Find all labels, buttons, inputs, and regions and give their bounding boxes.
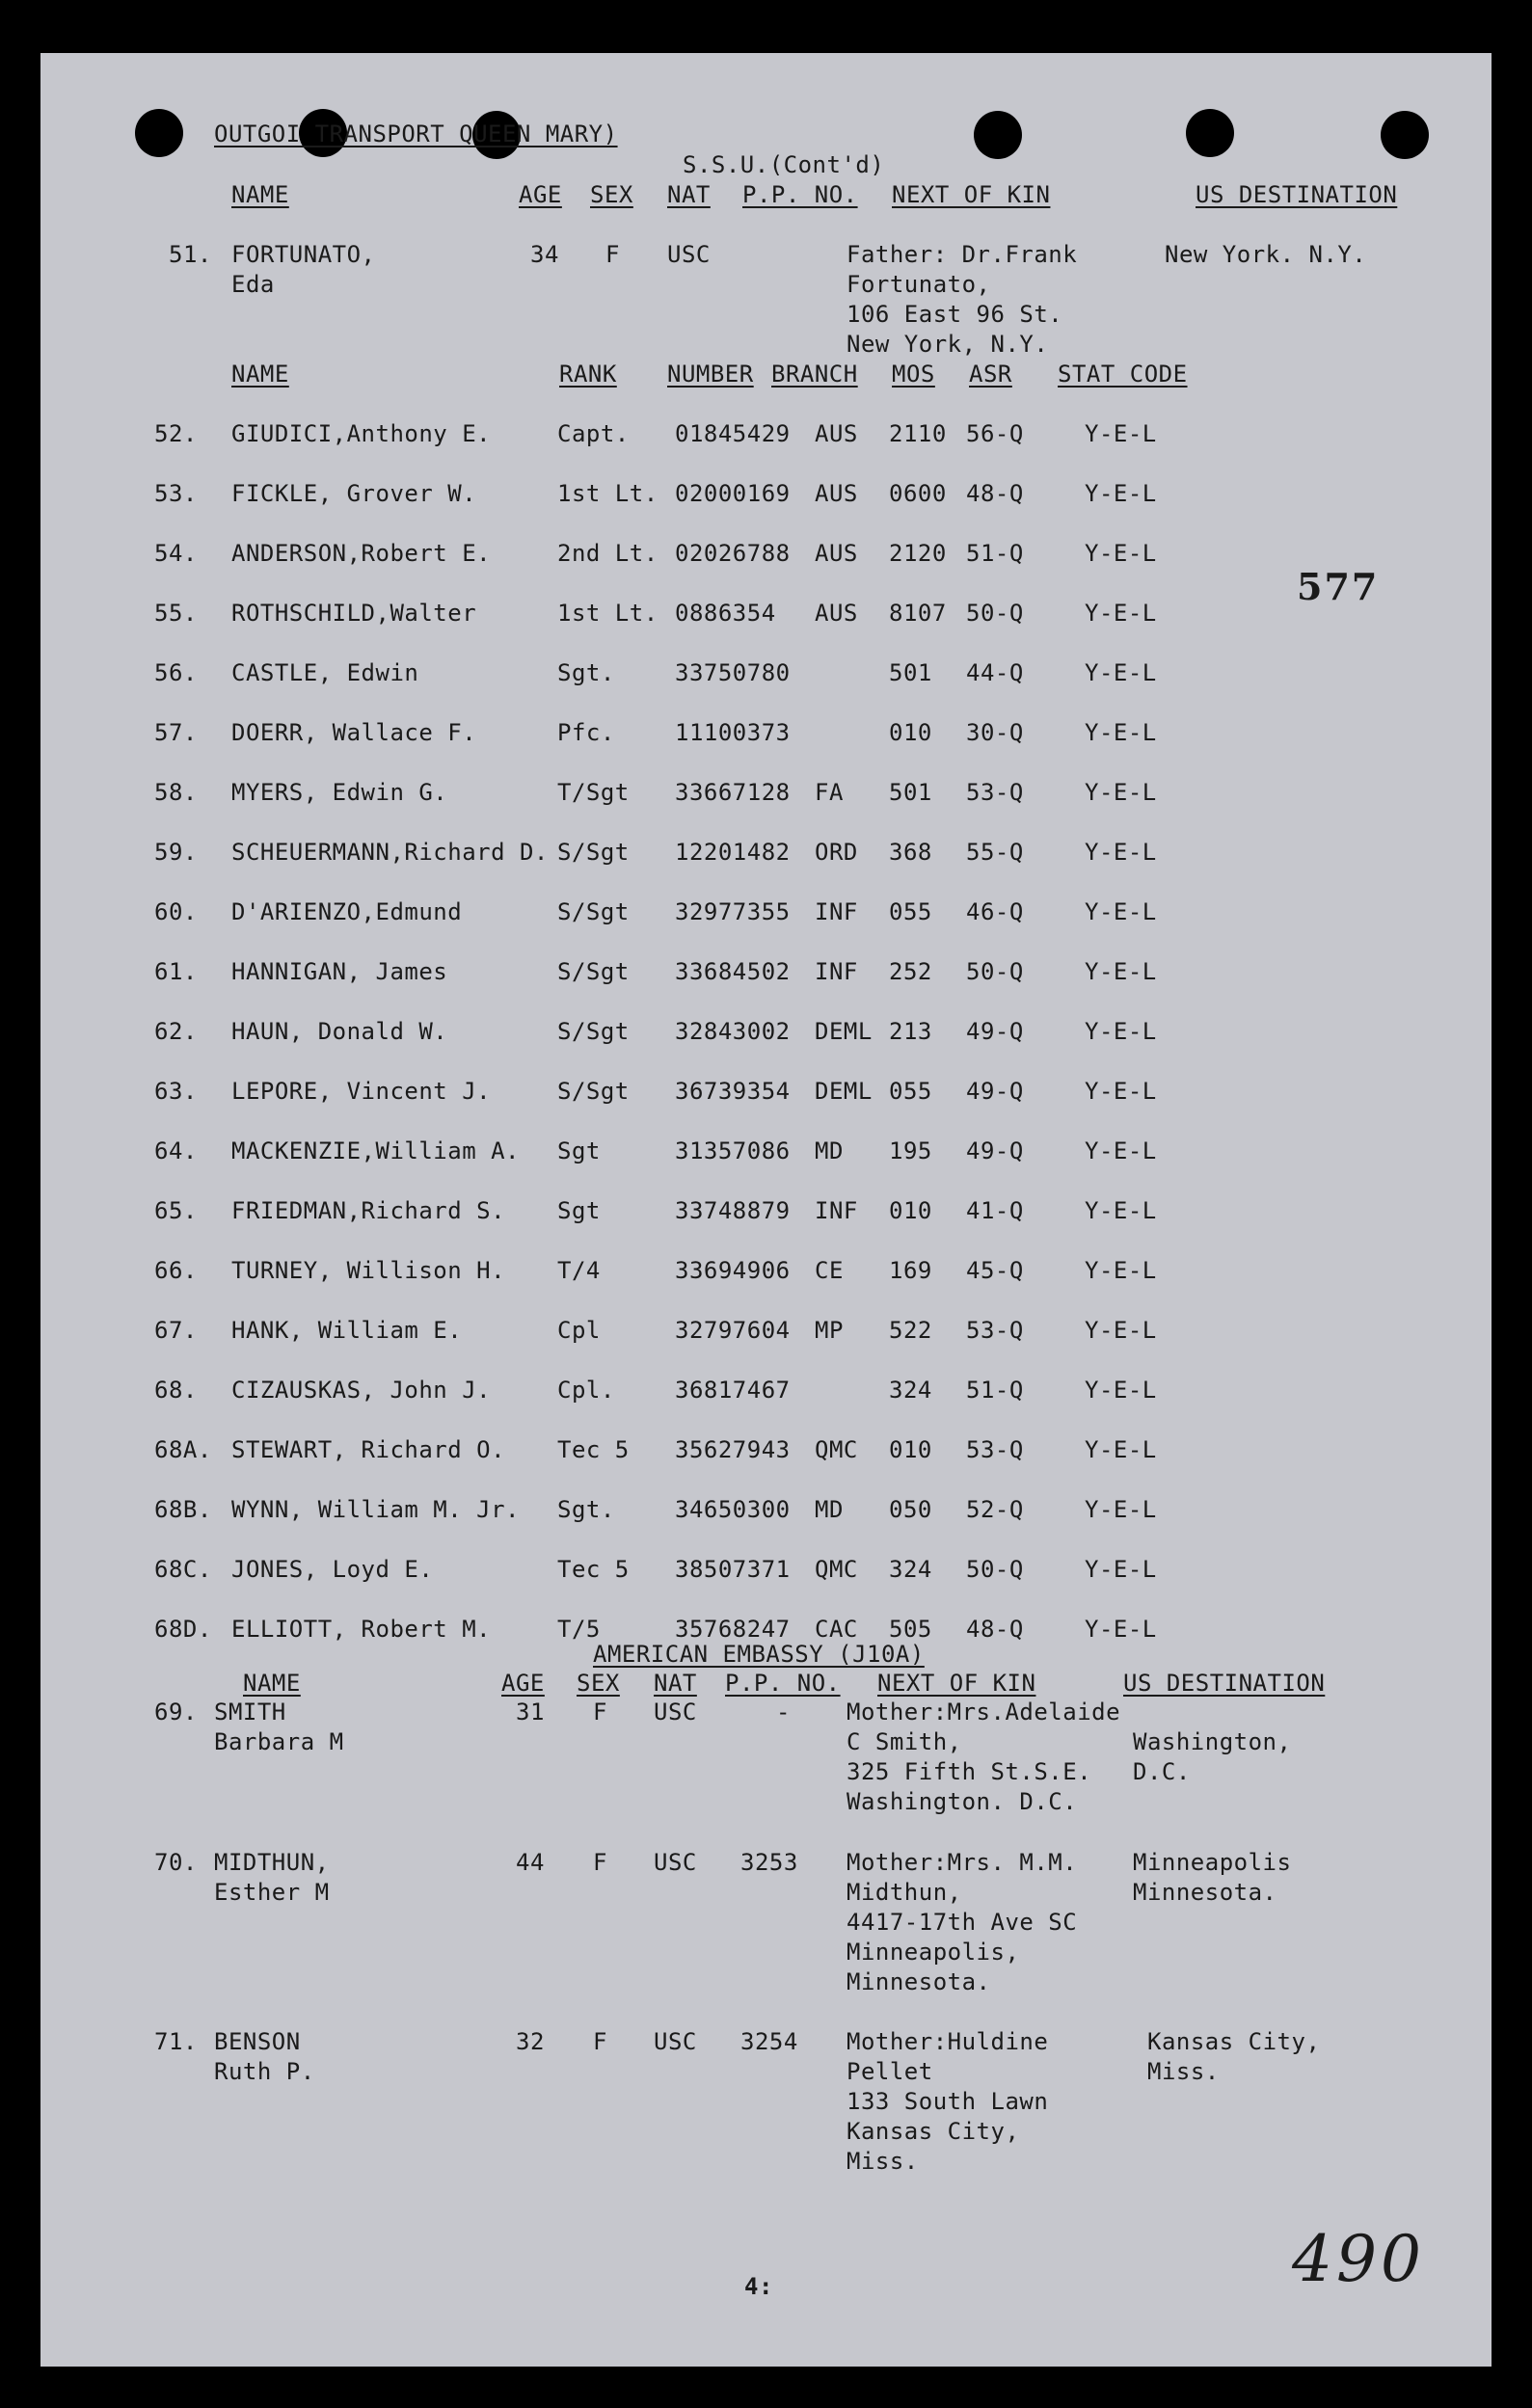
- service-number: 38507371: [675, 1556, 791, 1583]
- row-number: 55.: [154, 600, 198, 627]
- age: 44: [516, 1849, 545, 1876]
- row-number: 69.: [154, 1699, 198, 1726]
- service-number: 32797604: [675, 1317, 791, 1344]
- punch-hole: [1381, 111, 1429, 159]
- stat-code: Y-E-L: [1085, 1257, 1157, 1284]
- next-of-kin-line: 133 South Lawn: [847, 2088, 1049, 2115]
- service-number: 33694906: [675, 1257, 791, 1284]
- col-header-next-of-kin: NEXT OF KIN: [877, 1670, 1036, 1697]
- service-number: 0886354: [675, 600, 776, 627]
- row-number: 59.: [154, 839, 198, 866]
- row-number: 70.: [154, 1849, 198, 1876]
- next-of-kin-line: Midthun,: [847, 1879, 962, 1906]
- page-number: 4:: [744, 2273, 773, 2300]
- next-of-kin-line: Mother:Mrs. M.M.: [847, 1849, 1078, 1876]
- person-name: MIDTHUN,: [214, 1849, 330, 1876]
- asr: 50-Q: [966, 958, 1024, 985]
- col-header-pp-no: P.P. NO.: [725, 1670, 841, 1697]
- stat-code: Y-E-L: [1085, 659, 1157, 686]
- col-header-age: AGE: [501, 1670, 545, 1697]
- person-name: MACKENZIE,William A.: [231, 1137, 520, 1164]
- service-number: 36817467: [675, 1377, 791, 1404]
- col-header-nat: NAT: [667, 181, 711, 208]
- rank: Sgt: [557, 1197, 601, 1224]
- next-of-kin-line: Mother:Mrs.Adelaide: [847, 1699, 1121, 1726]
- branch: CAC: [815, 1616, 858, 1643]
- stat-code: Y-E-L: [1085, 958, 1157, 985]
- person-name: MYERS, Edwin G.: [231, 779, 448, 806]
- row-number: 60.: [154, 898, 198, 925]
- service-number: 32843002: [675, 1018, 791, 1045]
- rank: 1st Lt.: [557, 480, 658, 507]
- row-number: 57.: [154, 719, 198, 746]
- mos: 501: [889, 659, 932, 686]
- col-header-age: AGE: [519, 181, 562, 208]
- person-name: FORTUNATO,: [231, 241, 376, 268]
- row-number: 68.: [154, 1377, 198, 1404]
- rank: Sgt: [557, 1137, 601, 1164]
- col-header-mos: MOS: [892, 361, 935, 388]
- next-of-kin-line: Mother:Huldine: [847, 2028, 1049, 2055]
- rank: Sgt.: [557, 1496, 615, 1523]
- stat-code: Y-E-L: [1085, 719, 1157, 746]
- next-of-kin-line: C Smith,: [847, 1728, 962, 1755]
- asr: 49-Q: [966, 1137, 1024, 1164]
- asr: 49-Q: [966, 1078, 1024, 1105]
- mos: 195: [889, 1137, 932, 1164]
- col-header-name: NAME: [243, 1670, 301, 1697]
- row-number: 61.: [154, 958, 198, 985]
- mos: 505: [889, 1616, 932, 1643]
- branch: MP: [815, 1317, 844, 1344]
- nationality: USC: [654, 2028, 697, 2055]
- asr: 56-Q: [966, 420, 1024, 447]
- page-subtitle: S.S.U.(Cont'd): [683, 151, 885, 178]
- person-name: ANDERSON,Robert E.: [231, 540, 492, 567]
- person-name: GIUDICI,Anthony E.: [231, 420, 492, 447]
- col-header-asr: ASR: [969, 361, 1012, 388]
- person-name-given: Barbara M: [214, 1728, 344, 1755]
- person-name: SCHEUERMANN,Richard D.: [231, 839, 549, 866]
- person-name: DOERR, Wallace F.: [231, 719, 477, 746]
- next-of-kin-line: Minnesota.: [847, 1968, 991, 1995]
- person-name-given: Ruth P.: [214, 2058, 315, 2085]
- mos: 050: [889, 1496, 932, 1523]
- next-of-kin-line: 325 Fifth St.S.E.: [847, 1758, 1092, 1785]
- asr: 53-Q: [966, 1317, 1024, 1344]
- person-name: SMITH: [214, 1699, 286, 1726]
- us-destination: New York. N.Y.: [1165, 241, 1367, 268]
- stat-code: Y-E-L: [1085, 1436, 1157, 1463]
- person-name: JONES, Loyd E.: [231, 1556, 434, 1583]
- branch: AUS: [815, 420, 858, 447]
- asr: 51-Q: [966, 1377, 1024, 1404]
- person-name: HANNIGAN, James: [231, 958, 448, 985]
- nationality: USC: [667, 241, 711, 268]
- service-number: 35768247: [675, 1616, 791, 1643]
- branch: INF: [815, 898, 858, 925]
- branch: AUS: [815, 540, 858, 567]
- service-number: 02026788: [675, 540, 791, 567]
- us-destination: Washington,: [1133, 1728, 1292, 1755]
- person-name: STEWART, Richard O.: [231, 1436, 506, 1463]
- passport-number: -: [776, 1699, 791, 1726]
- mos: 0600: [889, 480, 947, 507]
- col-header-next-of-kin: NEXT OF KIN: [892, 181, 1051, 208]
- stat-code: Y-E-L: [1085, 420, 1157, 447]
- next-of-kin-line: New York, N.Y.: [847, 331, 1049, 358]
- rank: S/Sgt: [557, 898, 630, 925]
- person-name: ELLIOTT, Robert M.: [231, 1616, 492, 1643]
- mos: 8107: [889, 600, 947, 627]
- rank: Cpl: [557, 1317, 601, 1344]
- service-number: 33684502: [675, 958, 791, 985]
- service-number: 34650300: [675, 1496, 791, 1523]
- branch: MD: [815, 1496, 844, 1523]
- next-of-kin-line: Kansas City,: [847, 2118, 1020, 2145]
- mos: 169: [889, 1257, 932, 1284]
- branch: ORD: [815, 839, 858, 866]
- asr: 41-Q: [966, 1197, 1024, 1224]
- asr: 45-Q: [966, 1257, 1024, 1284]
- asr: 50-Q: [966, 600, 1024, 627]
- rank: Tec 5: [557, 1436, 630, 1463]
- us-destination-line: D.C.: [1133, 1758, 1191, 1785]
- stat-code: Y-E-L: [1085, 1616, 1157, 1643]
- col-header-rank: RANK: [559, 361, 617, 388]
- stat-code: Y-E-L: [1085, 600, 1157, 627]
- person-name: WYNN, William M. Jr.: [231, 1496, 520, 1523]
- person-name: D'ARIENZO,Edmund: [231, 898, 463, 925]
- branch: QMC: [815, 1436, 858, 1463]
- row-number: 53.: [154, 480, 198, 507]
- stat-code: Y-E-L: [1085, 1556, 1157, 1583]
- punch-hole: [135, 109, 183, 157]
- asr: 55-Q: [966, 839, 1024, 866]
- mos: 055: [889, 898, 932, 925]
- next-of-kin-line: Father: Dr.Frank: [847, 241, 1078, 268]
- mos: 522: [889, 1317, 932, 1344]
- row-number: 68A.: [154, 1436, 212, 1463]
- col-header-us-destination: US DESTINATION: [1196, 181, 1398, 208]
- rank: Capt.: [557, 420, 630, 447]
- rank: Tec 5: [557, 1556, 630, 1583]
- service-number: 33667128: [675, 779, 791, 806]
- next-of-kin-line: Pellet: [847, 2058, 933, 2085]
- col-header-nat: NAT: [654, 1670, 697, 1697]
- stat-code: Y-E-L: [1085, 480, 1157, 507]
- row-number: 58.: [154, 779, 198, 806]
- stat-code: Y-E-L: [1085, 1317, 1157, 1344]
- mos: 213: [889, 1018, 932, 1045]
- mos: 2120: [889, 540, 947, 567]
- row-number: 65.: [154, 1197, 198, 1224]
- row-number: 63.: [154, 1078, 198, 1105]
- mos: 252: [889, 958, 932, 985]
- service-number: 36739354: [675, 1078, 791, 1105]
- stat-code: Y-E-L: [1085, 898, 1157, 925]
- col-header-us-destination: US DESTINATION: [1123, 1670, 1326, 1697]
- handwritten-number: 490: [1292, 2222, 1425, 2296]
- rank: Sgt.: [557, 659, 615, 686]
- asr: 51-Q: [966, 540, 1024, 567]
- us-destination: Kansas City,: [1147, 2028, 1321, 2055]
- branch: MD: [815, 1137, 844, 1164]
- branch: CE: [815, 1257, 844, 1284]
- row-number: 64.: [154, 1137, 198, 1164]
- service-number: 33750780: [675, 659, 791, 686]
- us-destination-line: Miss.: [1147, 2058, 1220, 2085]
- stat-code: Y-E-L: [1085, 1018, 1157, 1045]
- stat-code: Y-E-L: [1085, 1496, 1157, 1523]
- asr: 49-Q: [966, 1018, 1024, 1045]
- branch: AUS: [815, 600, 858, 627]
- page-title: OUTGOI TRANSPORT QUEEN MARY): [214, 120, 618, 147]
- asr: 44-Q: [966, 659, 1024, 686]
- service-number: 35627943: [675, 1436, 791, 1463]
- asr: 30-Q: [966, 719, 1024, 746]
- sex: F: [593, 1849, 607, 1876]
- person-name-given: Esther M: [214, 1879, 330, 1906]
- stat-code: Y-E-L: [1085, 839, 1157, 866]
- col-header-branch: BRANCH: [771, 361, 858, 388]
- service-number: 11100373: [675, 719, 791, 746]
- rank: T/5: [557, 1616, 601, 1643]
- passport-number: 3253: [740, 1849, 798, 1876]
- stat-code: Y-E-L: [1085, 1078, 1157, 1105]
- passport-number: 3254: [740, 2028, 798, 2055]
- mos: 324: [889, 1377, 932, 1404]
- service-number: 12201482: [675, 839, 791, 866]
- next-of-kin-line: 106 East 96 St.: [847, 301, 1063, 328]
- punch-hole: [1186, 109, 1234, 157]
- row-number: 68C.: [154, 1556, 212, 1583]
- service-number: 01845429: [675, 420, 791, 447]
- next-of-kin-line: 4417-17th Ave SC: [847, 1909, 1078, 1936]
- branch: FA: [815, 779, 844, 806]
- rank: 1st Lt.: [557, 600, 658, 627]
- col-header-sex: SEX: [590, 181, 633, 208]
- person-name-given: Eda: [231, 271, 275, 298]
- stamp-number: 577: [1297, 565, 1380, 608]
- row-number: 62.: [154, 1018, 198, 1045]
- mos: 055: [889, 1078, 932, 1105]
- us-destination: Minneapolis: [1133, 1849, 1292, 1876]
- nationality: USC: [654, 1699, 697, 1726]
- branch: INF: [815, 1197, 858, 1224]
- rank: S/Sgt: [557, 1078, 630, 1105]
- mos: 368: [889, 839, 932, 866]
- service-number: 02000169: [675, 480, 791, 507]
- row-number: 52.: [154, 420, 198, 447]
- age: 31: [516, 1699, 545, 1726]
- asr: 53-Q: [966, 1436, 1024, 1463]
- next-of-kin-line: Miss.: [847, 2148, 919, 2175]
- person-name: FICKLE, Grover W.: [231, 480, 477, 507]
- service-number: 32977355: [675, 898, 791, 925]
- sex: F: [593, 2028, 607, 2055]
- person-name: FRIEDMAN,Richard S.: [231, 1197, 506, 1224]
- person-name: CASTLE, Edwin: [231, 659, 419, 686]
- sex: F: [593, 1699, 607, 1726]
- col-header-pp-no: P.P. NO.: [742, 181, 858, 208]
- nationality: USC: [654, 1849, 697, 1876]
- col-header-number: NUMBER: [667, 361, 754, 388]
- us-destination-line: Minnesota.: [1133, 1879, 1277, 1906]
- asr: 53-Q: [966, 779, 1024, 806]
- stat-code: Y-E-L: [1085, 779, 1157, 806]
- row-number: 51.: [169, 241, 212, 268]
- sex: F: [605, 241, 620, 268]
- person-name: HAUN, Donald W.: [231, 1018, 448, 1045]
- rank: T/4: [557, 1257, 601, 1284]
- stat-code: Y-E-L: [1085, 1137, 1157, 1164]
- asr: 48-Q: [966, 480, 1024, 507]
- asr: 46-Q: [966, 898, 1024, 925]
- person-name: TURNEY, Willison H.: [231, 1257, 506, 1284]
- mos: 501: [889, 779, 932, 806]
- next-of-kin-line: Fortunato,: [847, 271, 991, 298]
- rank: 2nd Lt.: [557, 540, 658, 567]
- rank: Pfc.: [557, 719, 615, 746]
- rank: T/Sgt: [557, 779, 630, 806]
- row-number: 66.: [154, 1257, 198, 1284]
- service-number: 33748879: [675, 1197, 791, 1224]
- age: 32: [516, 2028, 545, 2055]
- next-of-kin-line: Washington. D.C.: [847, 1788, 1078, 1815]
- branch: DEML: [815, 1018, 873, 1045]
- rank: Cpl.: [557, 1377, 615, 1404]
- branch: AUS: [815, 480, 858, 507]
- row-number: 56.: [154, 659, 198, 686]
- person-name: ROTHSCHILD,Walter: [231, 600, 477, 627]
- rank: S/Sgt: [557, 1018, 630, 1045]
- row-number: 71.: [154, 2028, 198, 2055]
- rank: S/Sgt: [557, 839, 630, 866]
- branch: DEML: [815, 1078, 873, 1105]
- asr: 50-Q: [966, 1556, 1024, 1583]
- mos: 324: [889, 1556, 932, 1583]
- person-name: CIZAUSKAS, John J.: [231, 1377, 492, 1404]
- col-header-stat-code: STAT CODE: [1058, 361, 1188, 388]
- stat-code: Y-E-L: [1085, 1197, 1157, 1224]
- stat-code: Y-E-L: [1085, 1377, 1157, 1404]
- stat-code: Y-E-L: [1085, 540, 1157, 567]
- col-header-name: NAME: [231, 361, 289, 388]
- asr: 48-Q: [966, 1616, 1024, 1643]
- row-number: 67.: [154, 1317, 198, 1344]
- mos: 2110: [889, 420, 947, 447]
- row-number: 68B.: [154, 1496, 212, 1523]
- section-title: AMERICAN EMBASSY (J10A): [593, 1641, 925, 1668]
- col-header-name: NAME: [231, 181, 289, 208]
- asr: 52-Q: [966, 1496, 1024, 1523]
- person-name: HANK, William E.: [231, 1317, 463, 1344]
- rank: S/Sgt: [557, 958, 630, 985]
- age: 34: [530, 241, 559, 268]
- punch-hole: [974, 111, 1022, 159]
- service-number: 31357086: [675, 1137, 791, 1164]
- row-number: 54.: [154, 540, 198, 567]
- branch: QMC: [815, 1556, 858, 1583]
- mos: 010: [889, 1197, 932, 1224]
- mos: 010: [889, 719, 932, 746]
- col-header-sex: SEX: [577, 1670, 620, 1697]
- branch: INF: [815, 958, 858, 985]
- row-number: 68D.: [154, 1616, 212, 1643]
- next-of-kin-line: Minneapolis,: [847, 1939, 1020, 1966]
- person-name: LEPORE, Vincent J.: [231, 1078, 492, 1105]
- mos: 010: [889, 1436, 932, 1463]
- person-name: BENSON: [214, 2028, 301, 2055]
